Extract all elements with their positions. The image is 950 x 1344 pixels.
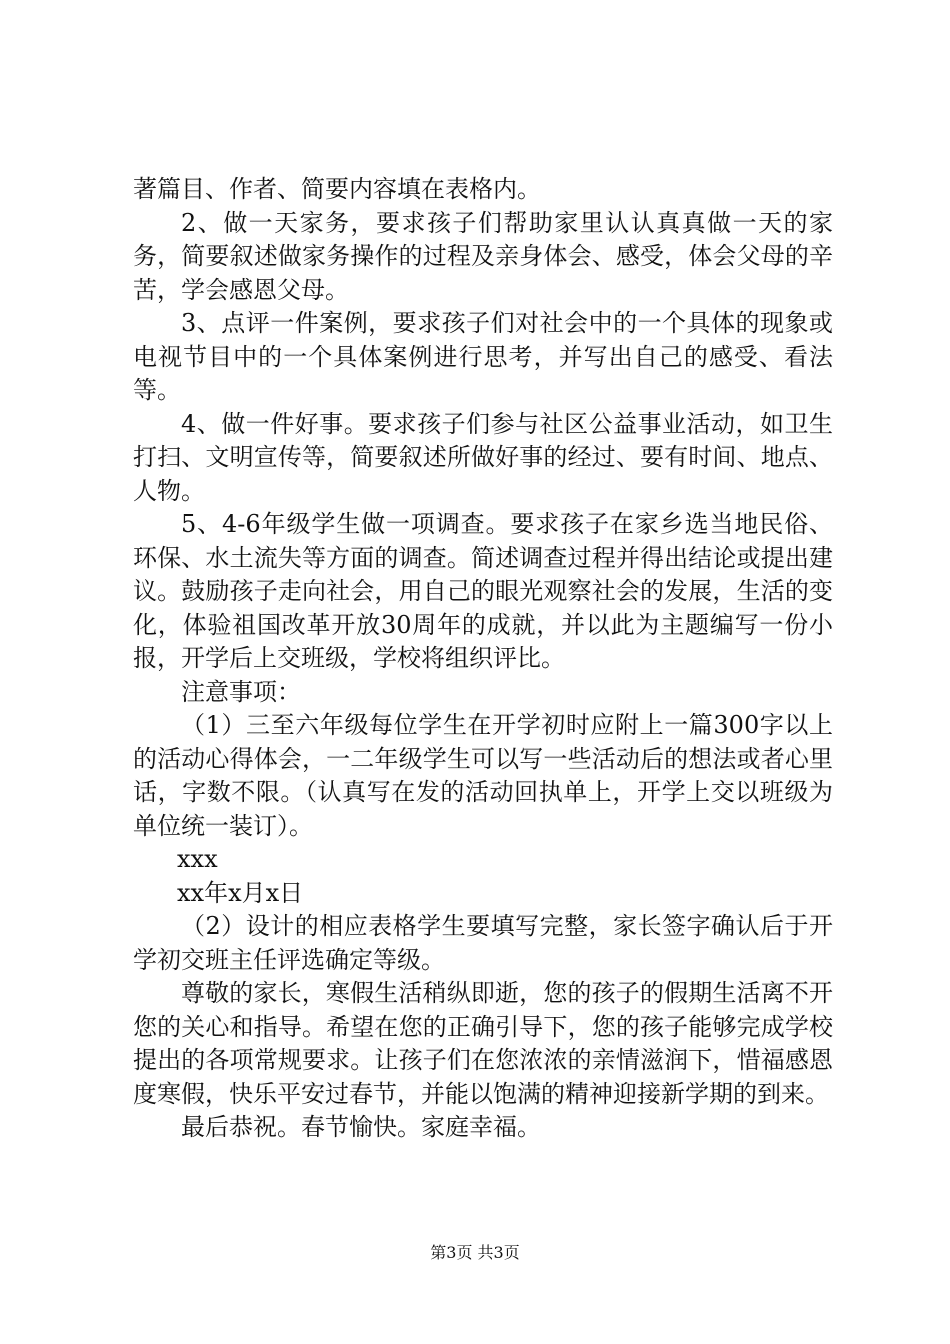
signature-name: xxx [177,845,218,873]
note-1: （1）三至六年级每位学生在开学初时应附上一篇300字以上的活动心得体会，一二年级学生可以写一些活动后的想法或者心里话，字数不限。（认真写在发的活动回执单上，开学上交以班级为单位统一装订）。 [133,711,833,840]
paragraph-item-3: 3、点评一件案例，要求孩子们对社会中的一个具体的现象或电视节目中的一个具体案例进行思考，并写出自己的感受、看法等。 [133,309,833,404]
note-2: （2）设计的相应表格学生要填写完整，家长签字确认后于开学初交班主任评选确定等级。 [133,912,833,974]
closing-wishes: 最后恭祝。春节愉快。家庭幸福。 [181,1113,541,1141]
page-number: 第3页 共3页 [430,1243,520,1262]
paragraph-item-5: 5、4-6年级学生做一项调查。要求孩子在家乡选当地民俗、环保、水土流失等方面的调查。简述调查过程并得出结论或提出建议。鼓励孩子走向社会，用自己的眼光观察社会的发展，生活的变化，体验祖国改革开放30周年的成就，并以此为主题编写一份小报，开学后上交班级，学校将组织评比。 [133,510,833,672]
paragraph-continuation: 著篇目、作者、简要内容填在表格内。 [133,175,541,203]
notes-heading: 注意事项： [181,677,301,706]
parent-letter: 尊敬的家长，寒假生活稍纵即逝，您的孩子的假期生活离不开您的关心和指导。希望在您的正确引导下，您的孩子能够完成学校提出的各项常规要求。让孩子们在您浓浓的亲情滋润下，惜福感恩度寒假，快乐平安过春节，并能以饱满的精神迎接新学期的到来。 [133,979,833,1108]
paragraph-item-4: 4、做一件好事。要求孩子们参与社区公益事业活动，如卫生打扫、文明宣传等，简要叙述所做好事的经过、要有时间、地点、人物。 [133,409,833,505]
document-body [133,173,833,1145]
paragraph-item-2: 2、做一天家务，要求孩子们帮助家里认认真真做一天的家务，简要叙述做家务操作的过程及亲身体会、感受，体会父母的辛苦，学会感恩父母。 [133,208,833,304]
signature-date: xx年x月x日 [177,878,304,907]
